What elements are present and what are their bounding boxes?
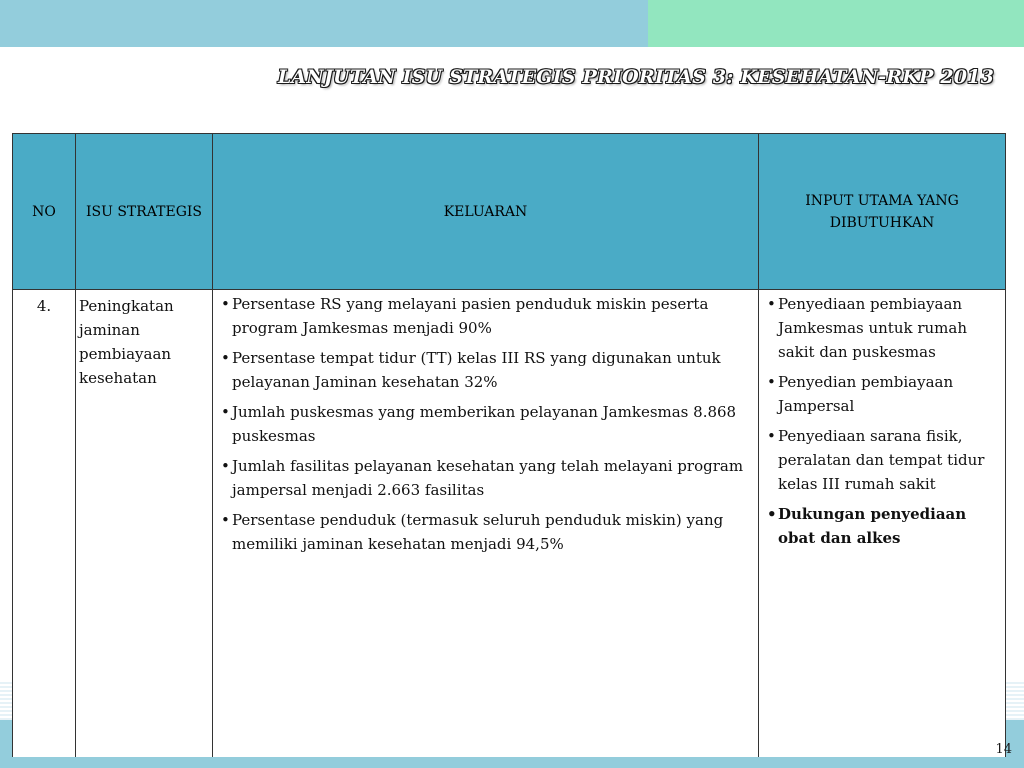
input-item: • Penyediaan pembiayaan Jamkesmas untuk rumah sakit dan puskesmas [767,292,1003,364]
header-input-utama: INPUT UTAMA YANG DIBUTUHKAN [759,134,1006,290]
top-bar-right [648,0,1024,47]
header-no: NO [13,134,76,290]
input-item: • Dukungan penyediaan obat dan alkes [767,502,1003,550]
keluaran-item: • Persentase tempat tidur (TT) kelas III RS yang digunakan untuk pelayanan Jaminan kesehatan 32% [221,346,755,394]
table-row [13,290,1006,758]
page-number: 14 [995,742,1012,757]
keluaran-item: • Persentase penduduk (termasuk seluruh penduduk miskin) yang memiliki jaminan kesehatan menjadi 94,5% [221,508,755,556]
input-item: • Penyedian pembiayaan Jampersal [767,370,1003,418]
strategy-table [12,133,1006,757]
keluaran-item: • Jumlah fasilitas pelayanan kesehatan yang telah melayani program jampersal menjadi 2.663 fasilitas [221,454,755,502]
row-isu-strategis: Peningkatan jaminan pembiayaan kesehatan [76,290,213,758]
input-list [767,292,1003,550]
header-keluaran: KELUARAN [213,134,759,290]
input-item: • Penyediaan sarana fisik, peralatan dan tempat tidur kelas III rumah sakit [767,424,1003,496]
row-input-utama [759,290,1006,758]
top-bar-left [0,0,648,47]
table-header-row [13,134,1006,290]
row-number: 4. [13,290,76,758]
keluaran-list [221,292,755,556]
keluaran-item: • Jumlah puskesmas yang memberikan pelayanan Jamkesmas 8.868 puskesmas [221,400,755,448]
header-isu-strategis: ISU STRATEGIS [76,134,213,290]
slide-title: LANJUTAN ISU STRATEGIS PRIORITAS 3: KESEHATAN-RKP 2013 [277,66,994,88]
row-keluaran [213,290,759,758]
keluaran-item: • Persentase RS yang melayani pasien penduduk miskin peserta program Jamkesmas menjadi 90% [221,292,755,340]
